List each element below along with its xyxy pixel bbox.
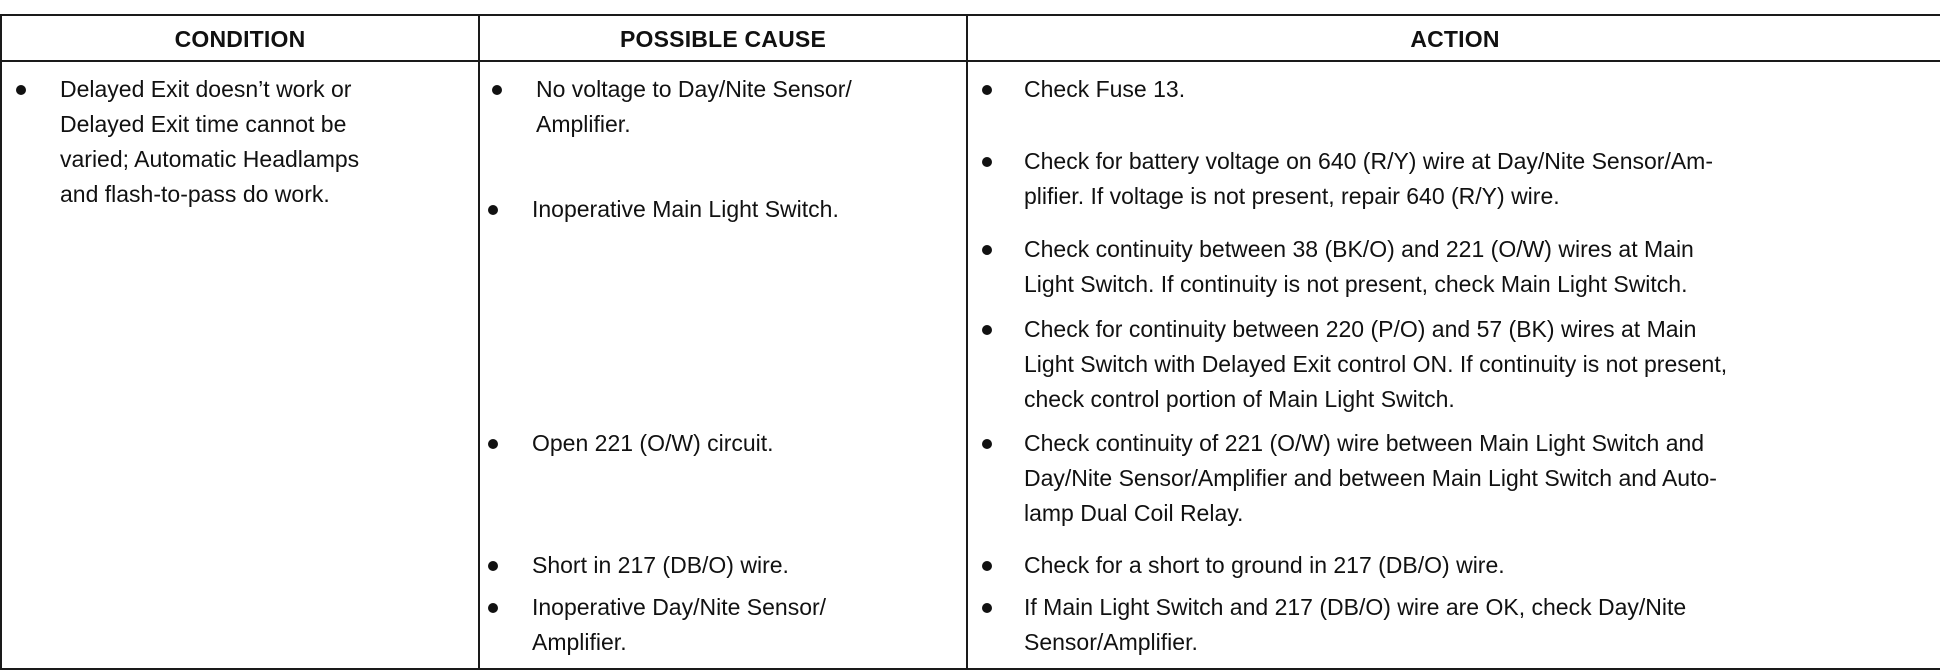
action-entry bbox=[982, 426, 1932, 531]
header-condition: CONDITION bbox=[174, 26, 306, 52]
cause-line: Inoperative Day/Nite Sensor/ bbox=[532, 594, 827, 620]
action-line: Check Fuse 13. bbox=[1024, 76, 1186, 102]
condition-line: varied; Automatic Headlamps bbox=[60, 146, 360, 172]
bullet-icon bbox=[982, 561, 992, 571]
cause-entry bbox=[488, 426, 952, 461]
cause-entry bbox=[488, 548, 952, 583]
action-line: Light Switch. If continuity is not present, check Main Light Switch. bbox=[1024, 271, 1688, 297]
bullet-icon bbox=[488, 603, 498, 613]
cause-entry bbox=[488, 192, 952, 227]
action-entry bbox=[982, 312, 1932, 417]
cause-line: Amplifier. bbox=[536, 111, 631, 137]
cause-entry bbox=[492, 72, 952, 142]
bullet-icon bbox=[982, 603, 992, 613]
bullet-icon bbox=[488, 561, 498, 571]
bullet-icon bbox=[488, 205, 498, 215]
cause-entry bbox=[488, 590, 952, 660]
cause-line: Open 221 (O/W) circuit. bbox=[532, 430, 774, 456]
action-line: lamp Dual Coil Relay. bbox=[1024, 500, 1244, 526]
action-line: If Main Light Switch and 217 (DB/O) wire are OK, check Day/Nite bbox=[1024, 594, 1687, 620]
bullet-icon bbox=[982, 439, 992, 449]
action-line: Check continuity of 221 (O/W) wire between Main Light Switch and bbox=[1024, 430, 1705, 456]
bullet-icon bbox=[488, 439, 498, 449]
action-line: Sensor/Amplifier. bbox=[1024, 629, 1198, 655]
header-possible-cause: POSSIBLE CAUSE bbox=[619, 26, 826, 52]
condition-line: Delayed Exit doesn’t work or bbox=[60, 76, 352, 102]
column-divider-1 bbox=[478, 16, 480, 668]
cause-line: Amplifier. bbox=[532, 629, 627, 655]
action-entry bbox=[982, 144, 1932, 214]
action-entry bbox=[982, 72, 1932, 107]
action-line: Check for continuity between 220 (P/O) and 57 (BK) wires at Main bbox=[1024, 316, 1697, 342]
header-action: ACTION bbox=[1410, 26, 1500, 52]
action-line: check control portion of Main Light Switch. bbox=[1024, 386, 1455, 412]
cause-line: Inoperative Main Light Switch. bbox=[532, 196, 839, 222]
condition-line: and flash-to-pass do work. bbox=[60, 181, 330, 207]
bullet-icon bbox=[982, 157, 992, 167]
action-entry bbox=[982, 232, 1932, 302]
action-entry bbox=[982, 548, 1932, 583]
action-line: Check continuity between 38 (BK/O) and 221 (O/W) wires at Main bbox=[1024, 236, 1694, 262]
bullet-icon bbox=[16, 85, 26, 95]
action-line: plifier. If voltage is not present, repair 640 (R/Y) wire. bbox=[1024, 183, 1560, 209]
cause-line: No voltage to Day/Nite Sensor/ bbox=[536, 76, 852, 102]
bullet-icon bbox=[982, 245, 992, 255]
bullet-icon bbox=[982, 85, 992, 95]
action-line: Check for battery voltage on 640 (R/Y) wire at Day/Nite Sensor/Am- bbox=[1024, 148, 1714, 174]
condition-entry bbox=[16, 72, 466, 212]
troubleshooting-table bbox=[0, 14, 1940, 670]
cause-line: Short in 217 (DB/O) wire. bbox=[532, 552, 789, 578]
condition-line: Delayed Exit time cannot be bbox=[60, 111, 347, 137]
bullet-icon bbox=[492, 85, 502, 95]
action-line: Day/Nite Sensor/Amplifier and between Main Light Switch and Auto- bbox=[1024, 465, 1717, 491]
action-line: Check for a short to ground in 217 (DB/O) wire. bbox=[1024, 552, 1505, 578]
column-divider-2 bbox=[966, 16, 968, 668]
action-line: Light Switch with Delayed Exit control ON. If continuity is not present, bbox=[1024, 351, 1728, 377]
bullet-icon bbox=[982, 325, 992, 335]
action-entry bbox=[982, 590, 1932, 660]
